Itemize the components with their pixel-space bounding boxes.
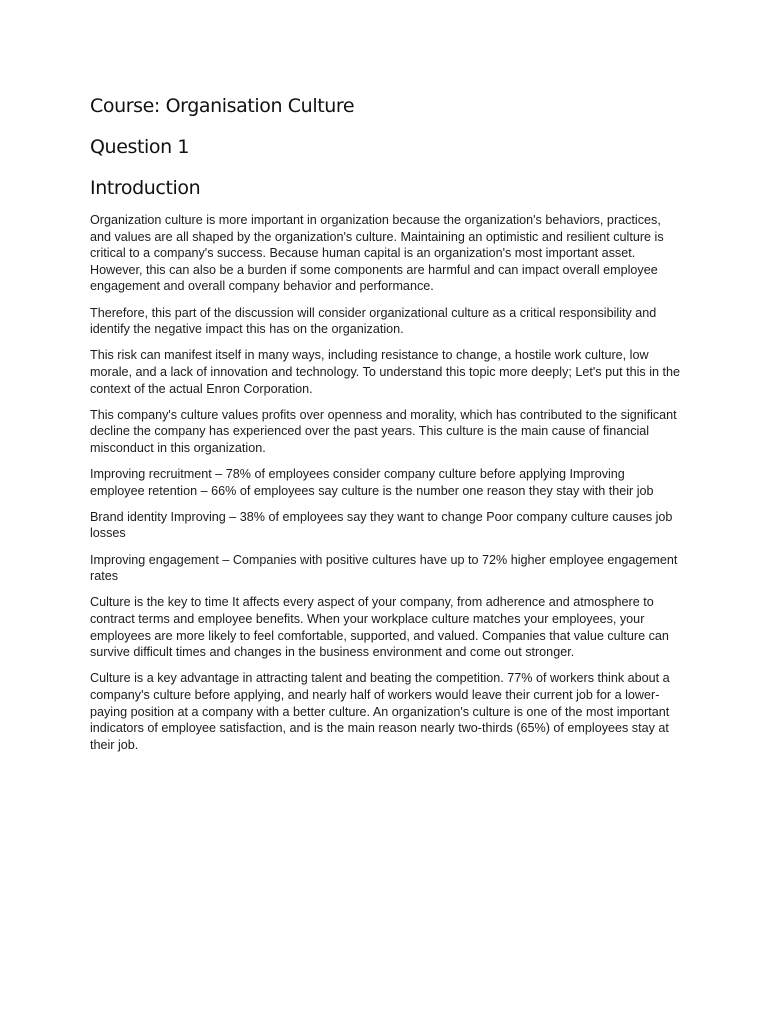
paragraph: This company's culture values profits over openness and morality, which has contributed to the significant decline the company has experienced over the past years. This culture is the main cause of financial misconduct in this organization. [90, 407, 677, 455]
paragraph: Organization culture is more important in organization because the organization's behaviors, practices, and values are all shaped by the organization's culture. Maintaining an optimistic and resilient culture is critical to a company's success. Because human capital is an organization's most important asset. However, this can also be a burden if some components are harmful and can impact overall employee engagement and overall company behavior and performance. [90, 213, 664, 294]
paragraph: Brand identity Improving – 38% of employees say they want to change Poor company culture causes job losses [90, 509, 673, 541]
document-page [90, 92, 682, 763]
paragraph: Therefore, this part of the discussion will consider organizational culture as a critical responsibility and identify the negative impact this has on the organization. [90, 305, 657, 337]
section-title-introduction: Introduction [90, 177, 201, 199]
question-title: Question 1 [90, 136, 190, 158]
document-body [90, 212, 682, 753]
paragraph: This risk can manifest itself in many ways, including resistance to change, a hostile work culture, low morale, and a lack of innovation and technology. To understand this topic more deeply; Let's put this in the context of the actual Enron Corporation. [90, 348, 681, 396]
course-title: Course: Organisation Culture [90, 95, 355, 117]
paragraph: Culture is a key advantage in attracting talent and beating the competition. 77% of workers think about a company's culture before applying, and nearly half of workers would leave their current job for a lower-paying position at a company with a better culture. An organization's culture is one of the most important indicators of employee satisfaction, and is the main reason nearly two-thirds (65%) of employees stay at their job. [90, 671, 670, 752]
paragraph: Culture is the key to time It affects every aspect of your company, from adherence and atmosphere to contract terms and employee benefits. When your workplace culture matches your employees, your employees are more likely to feel comfortable, supported, and valued. Companies that value culture can survive difficult times and changes in the business environment and come out stronger. [90, 595, 669, 660]
paragraph: Improving recruitment – 78% of employees consider company culture before applying Improving employee retention – 66% of employees say culture is the number one reason they stay with their job [90, 467, 654, 498]
paragraph: Improving engagement – Companies with positive cultures have up to 72% higher employee engagement rates [90, 552, 678, 584]
